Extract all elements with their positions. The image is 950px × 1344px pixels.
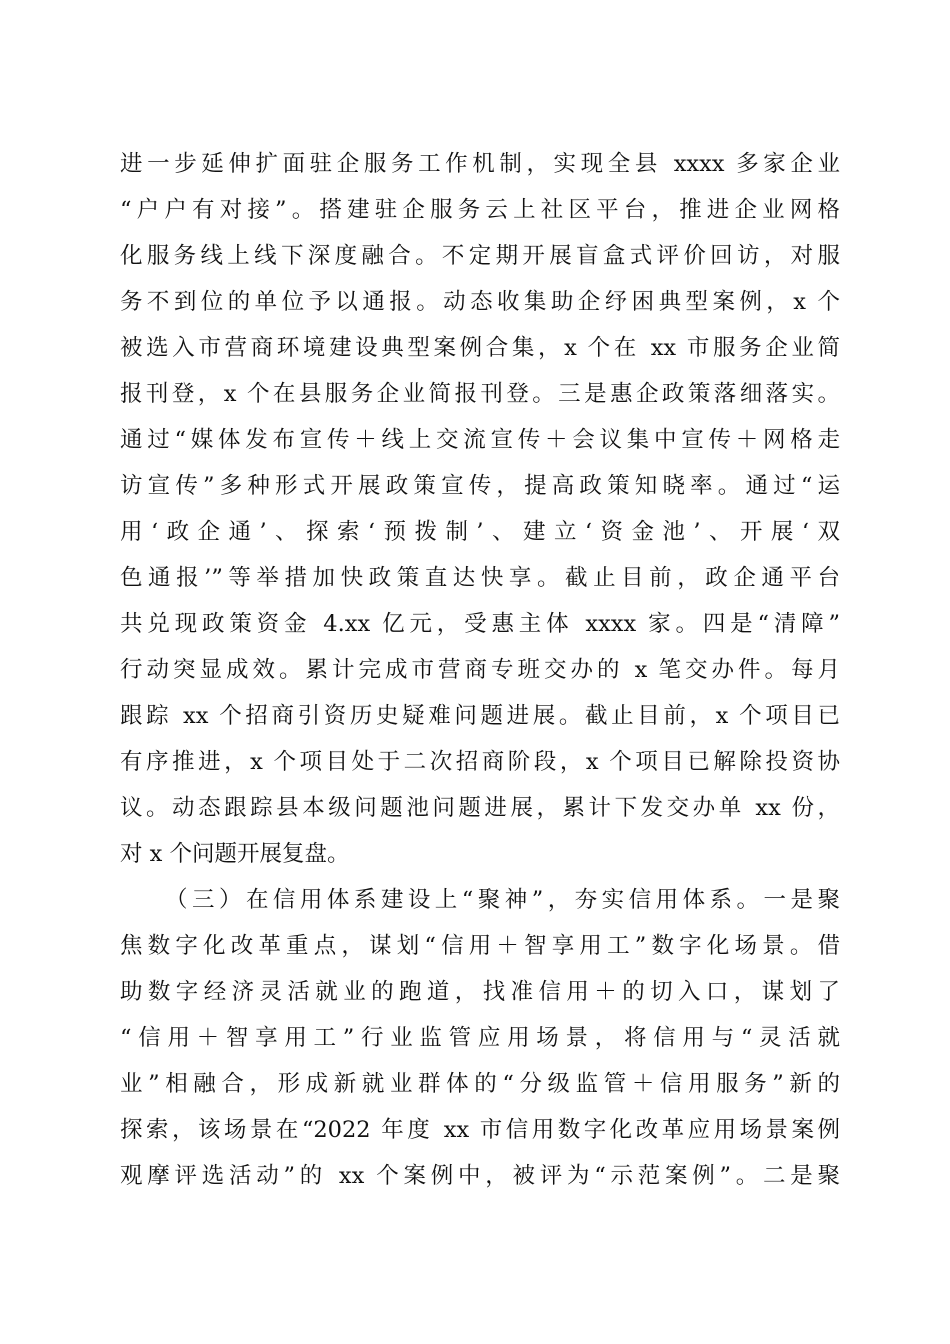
text-line: 行动突显成效。累计完成市营商专班交办的 x 笔交办件。每月 <box>120 657 840 683</box>
text-line: 报刊登，x 个在县服务企业简报刊登。三是惠企政策落细落实。 <box>120 381 840 407</box>
section-heading-line: （三）在信用体系建设上“聚神”，夯实信用体系。一是聚 <box>165 887 840 913</box>
text-line: 务不到位的单位予以通报。动态收集助企纾困典型案例，x 个 <box>120 289 840 315</box>
text-line: 被选入市营商环境建设典型案例合集，x 个在 xx 市服务企业简 <box>120 335 840 361</box>
text-line: 对 x 个问题开展复盘。 <box>120 841 350 867</box>
text-line: 通过“媒体发布宣传＋线上交流宣传＋会议集中宣传＋网格走 <box>120 427 840 453</box>
text-line: 共兑现政策资金 4.xx 亿元，受惠主体 xxxx 家。四是“清障” <box>120 611 840 637</box>
text-line: 探索，该场景在“2022 年度 xx 市信用数字化改革应用场景案例 <box>120 1117 840 1143</box>
text-line: 跟踪 xx 个招商引资历史疑难问题进展。截止目前，x 个项目已 <box>120 703 840 729</box>
text-line: 业”相融合，形成新就业群体的“分级监管＋信用服务”新的 <box>120 1071 840 1097</box>
text-line: “户户有对接”。搭建驻企服务云上社区平台，推进企业网格 <box>120 197 840 223</box>
text-line: 化服务线上线下深度融合。不定期开展盲盒式评价回访，对服 <box>120 243 840 269</box>
text-line: “信用＋智享用工”行业监管应用场景，将信用与“灵活就 <box>120 1025 840 1051</box>
text-line: 进一步延伸扩面驻企服务工作机制，实现全县 xxxx 多家企业 <box>120 151 840 177</box>
text-line: 有序推进，x 个项目处于二次招商阶段，x 个项目已解除投资协 <box>120 749 840 775</box>
text-line: 助数字经济灵活就业的跑道，找准信用＋的切入口，谋划了 <box>120 979 840 1005</box>
text-line: 议。动态跟踪县本级问题池问题进展，累计下发交办单 xx 份， <box>120 795 840 821</box>
text-line: 用‘政企通’、探索‘预拨制’、建立‘资金池’、开展‘双 <box>120 519 840 545</box>
text-line: 访宣传”多种形式开展政策宣传，提高政策知晓率。通过“运 <box>120 473 840 499</box>
text-line: 色通报’”等举措加快政策直达快享。截止目前，政企通平台 <box>120 565 840 591</box>
text-line: 焦数字化改革重点，谋划“信用＋智享用工”数字化场景。借 <box>120 933 840 959</box>
text-line: 观摩评选活动”的 xx 个案例中，被评为“示范案例”。二是聚 <box>120 1163 840 1189</box>
